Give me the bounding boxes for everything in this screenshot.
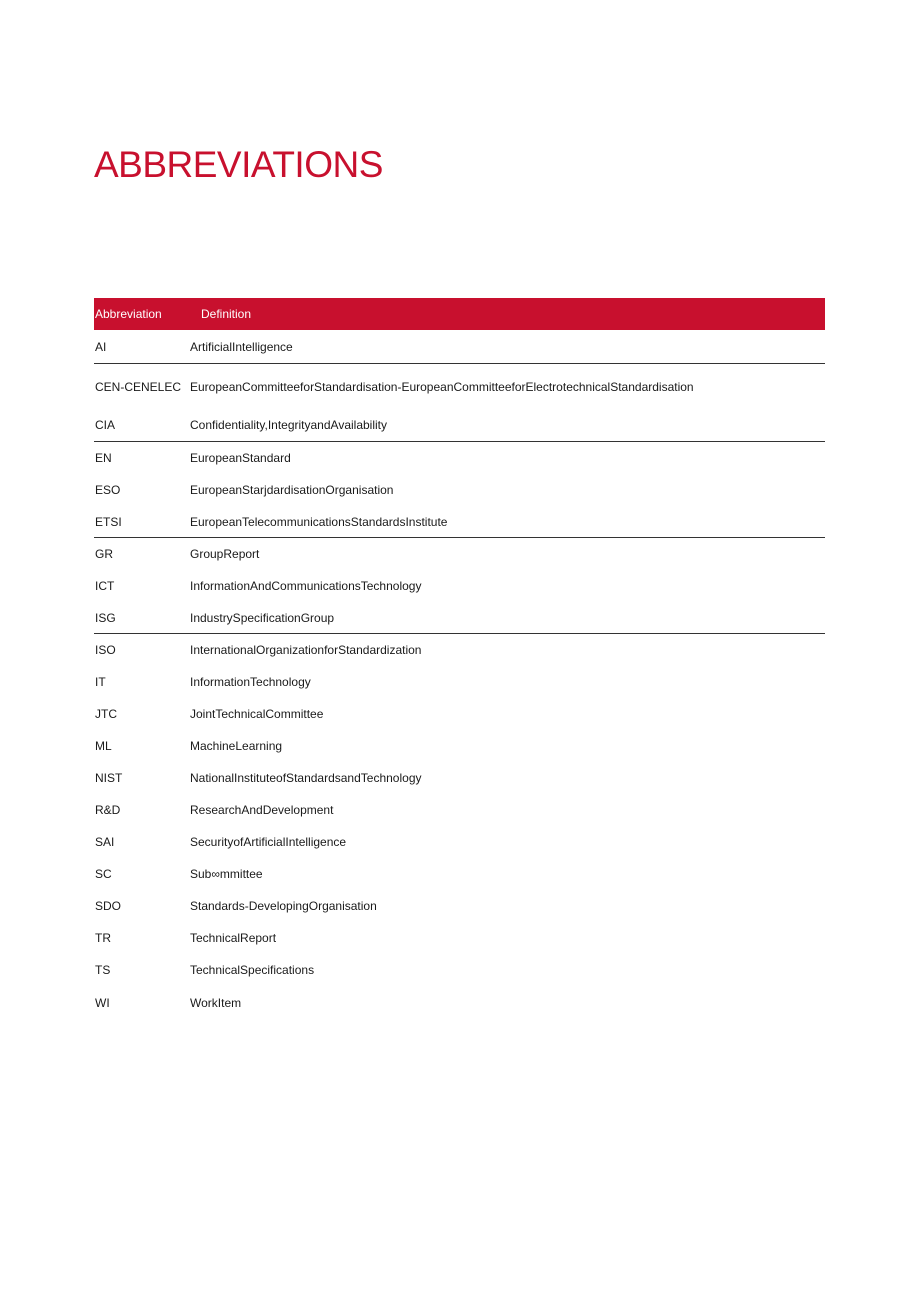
row-definition: EuropeanStarjdardisationOrganisation [190, 483, 394, 497]
row-abbreviation: NIST [95, 771, 123, 785]
row-abbreviation: CIA [95, 418, 116, 432]
row-divider [94, 363, 825, 364]
row-abbreviation: GR [95, 547, 113, 561]
row-abbreviation: EN [95, 451, 112, 465]
row-definition: TechnicalReport [190, 931, 277, 945]
row-abbreviation: WI [95, 996, 110, 1010]
row-abbreviation: ISO [95, 643, 116, 657]
row-definition: NationalInstituteofStandardsandTechnology [190, 771, 422, 785]
row-abbreviation: ML [95, 739, 112, 753]
row-definition: EuropeanCommitteeforStandardisation-EuropeanCommitteeforElectrotechnicalStandardisation [190, 380, 694, 394]
header-definition: Definition [201, 307, 252, 321]
row-definition: IndustrySpecificationGroup [190, 611, 335, 625]
table-row [94, 731, 825, 761]
table-row [94, 372, 825, 402]
table-row [94, 539, 825, 569]
row-definition: SecurityofArtificialIntelligence [190, 835, 347, 849]
row-definition: InformationTechnology [190, 675, 311, 689]
row-abbreviation: ESO [95, 483, 121, 497]
table-row [94, 571, 825, 601]
row-definition: InformationAndCommunicationsTechnology [190, 579, 422, 593]
table-row [94, 635, 825, 665]
row-abbreviation: ISG [95, 611, 116, 625]
row-abbreviation: ICT [95, 579, 115, 593]
table-row [94, 988, 825, 1018]
table-row [94, 443, 825, 473]
table-row [94, 955, 825, 985]
header-abbreviation: Abbreviation [95, 307, 162, 321]
row-definition: Confidentiality,IntegrityandAvailability [190, 418, 387, 432]
row-abbreviation: SC [95, 867, 112, 881]
row-divider [94, 633, 825, 634]
row-definition: MachineLearning [190, 739, 283, 753]
row-abbreviation: TR [95, 931, 111, 945]
table-row [94, 699, 825, 729]
row-definition: ArtificialIntelligence [190, 340, 293, 354]
row-abbreviation: AI [95, 340, 107, 354]
abbreviations-table [94, 298, 825, 1010]
row-abbreviation: ETSI [95, 515, 122, 529]
table-row [94, 507, 825, 537]
row-definition: TechnicalSpecifications [190, 963, 315, 977]
row-divider [94, 537, 825, 538]
row-definition: JointTechnicalCommittee [190, 707, 324, 721]
row-definition: ResearchAndDevelopment [190, 803, 334, 817]
table-row [94, 859, 825, 889]
table-row [94, 795, 825, 825]
row-definition: EuropeanStandard [190, 451, 291, 465]
row-abbreviation: SDO [95, 899, 122, 913]
row-divider [94, 441, 825, 442]
table-row [94, 923, 825, 953]
row-definition: WorkItem [190, 996, 242, 1010]
row-definition: InternationalOrganizationforStandardization [190, 643, 422, 657]
table-row [94, 667, 825, 697]
table-row [94, 891, 825, 921]
row-definition: Sub∞mmittee [190, 867, 263, 881]
table-row [94, 410, 825, 440]
row-definition: GroupReport [190, 547, 260, 561]
table-row [94, 603, 825, 633]
table-row [94, 827, 825, 857]
table-row [94, 332, 825, 362]
row-abbreviation: CEN-CENELEC [95, 380, 182, 394]
row-abbreviation: SAI [95, 835, 115, 849]
table-row [94, 475, 825, 505]
row-definition: EuropeanTelecommunicationsStandardsInstitute [190, 515, 448, 529]
table-header [94, 298, 825, 330]
row-abbreviation: R&D [95, 803, 121, 817]
row-abbreviation: JTC [95, 707, 117, 721]
row-abbreviation: IT [95, 675, 106, 689]
row-definition: Standards-DevelopingOrganisation [190, 899, 377, 913]
table-row [94, 763, 825, 793]
row-abbreviation: TS [95, 963, 111, 977]
page-title: ABBREVIATIONS [94, 144, 383, 185]
